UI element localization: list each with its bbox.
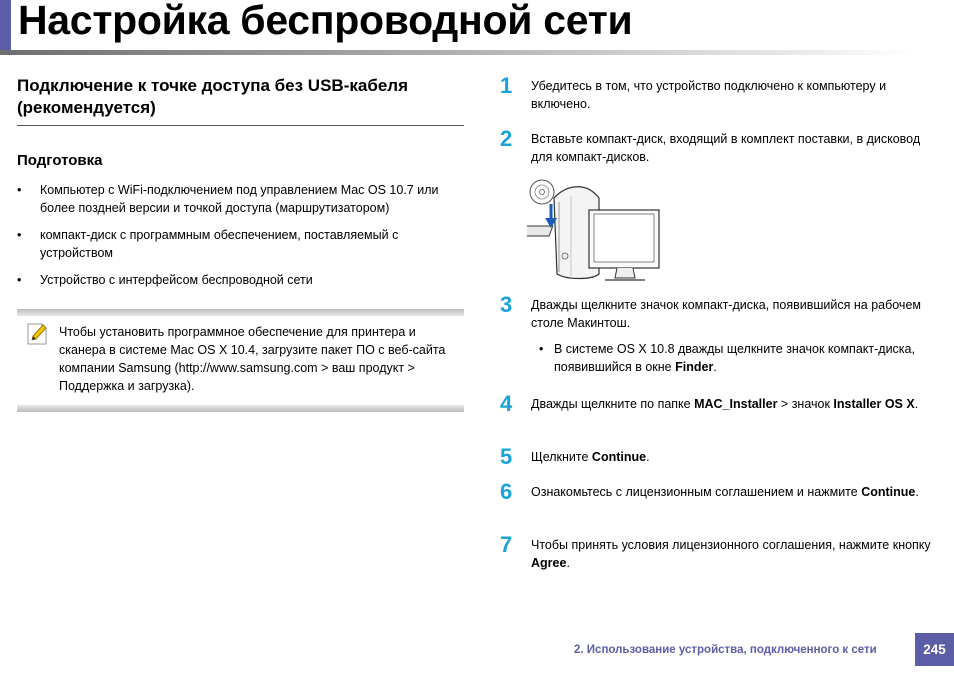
- bullet-icon: •: [539, 342, 544, 356]
- step-3-sub-bullet: • В системе OS X 10.8 дважды щелкните значок компакт-диска, появившийся в окне Finder.: [539, 342, 915, 374]
- section-rule: [17, 125, 464, 126]
- step-text: Дважды щелкните по папке MAC_Installer > значок Installer OS X.: [531, 397, 919, 411]
- note-pencil-icon: [25, 322, 49, 346]
- step-text: Щелкните Continue.: [531, 450, 650, 464]
- list-item: • Устройство с интерфейсом беспроводной сети: [17, 273, 313, 287]
- note-text: Чтобы установить программное обеспечение для принтера и сканера в системе Mac OS X 10.4, загрузите пакет ПО с веб-сайта компании Samsung (http://www.samsung.com > ваш продукт > Поддержка и загрузка).: [59, 325, 446, 393]
- page-title: Настройка беспроводной сети: [18, 0, 633, 43]
- header-accent-bar: [0, 0, 11, 52]
- step-text: Убедитесь в том, что устройство подключено к компьютеру и включено.: [531, 79, 887, 111]
- title-rule: [0, 50, 915, 55]
- step-number: 1: [500, 73, 513, 98]
- bullet-icon: •: [17, 228, 22, 242]
- list-item: • компакт-диск с программным обеспечением, поставляемый с устройством: [17, 228, 399, 260]
- step-number: 3: [500, 292, 513, 317]
- step-number: 2: [500, 126, 513, 151]
- note-box: [17, 309, 464, 412]
- step-number: 7: [500, 532, 513, 557]
- subheading: Подготовка: [17, 152, 103, 169]
- step-text: Чтобы принять условия лицензионного соглашения, нажмите кнопку Agree.: [531, 538, 931, 570]
- step-text: Вставьте компакт-диск, входящий в комплект поставки, в дисковод для компакт-дисков.: [531, 132, 921, 164]
- step-number: 6: [500, 479, 513, 504]
- section-title: Подключение к точке доступа без USB-кабеля (рекомендуется): [17, 76, 408, 117]
- step-text: Ознакомьтесь с лицензионным соглашением и нажмите Continue.: [531, 485, 919, 499]
- list-item: • Компьютер с WiFi-подключением под управлением Mac OS 10.7 или более поздней версии и точкой доступа (маршрутизатором): [17, 183, 439, 215]
- requirements-list: [17, 181, 464, 298]
- computer-cd-insert-illustration: [527, 176, 662, 284]
- step-text: Дважды щелкните значок компакт-диска, появившийся на рабочем столе Макинтош.: [531, 298, 921, 330]
- bullet-icon: •: [17, 273, 22, 287]
- step-number: 5: [500, 444, 513, 469]
- footer-chapter-link[interactable]: 2. Использование устройства, подключенного к сети: [574, 644, 877, 656]
- step-number: 4: [500, 391, 513, 416]
- page-number: 245: [915, 633, 954, 666]
- bullet-icon: •: [17, 183, 22, 197]
